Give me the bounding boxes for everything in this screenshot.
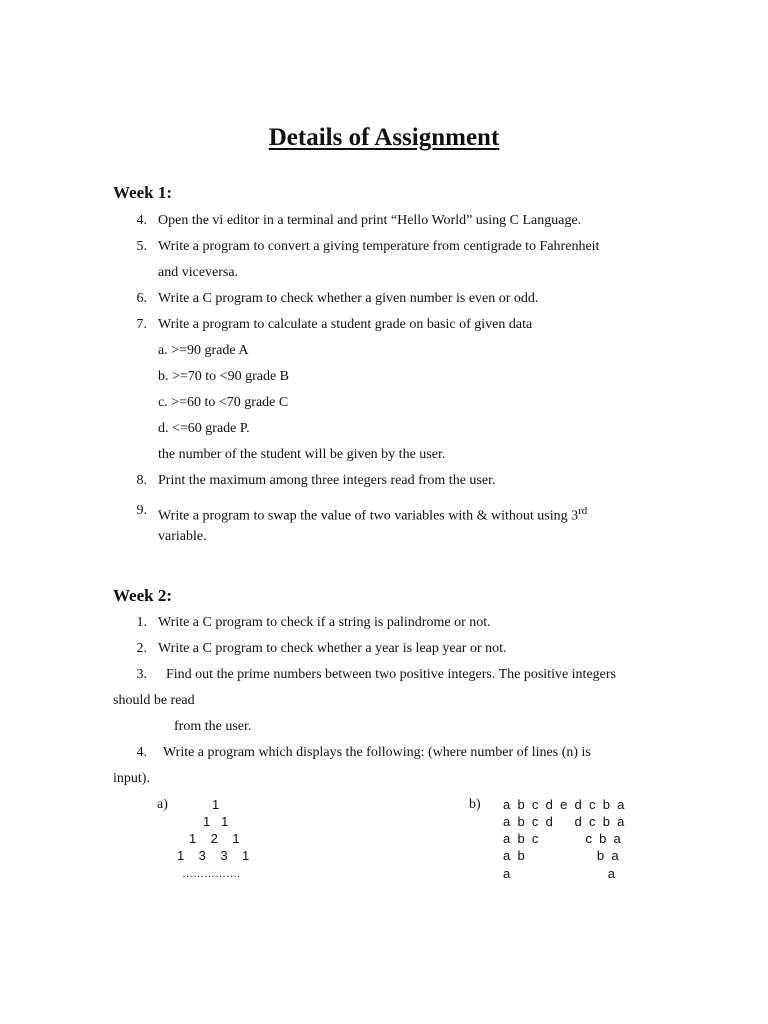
pattern-b-row: a b c d e d c b a	[503, 797, 625, 812]
grade-rule-a	[158, 342, 248, 360]
list-item-text: Open the vi editor in a terminal and print “Hello World” using C Language.	[158, 213, 582, 228]
sub-text: >=90 grade A	[171, 343, 249, 358]
pattern-b-row: a a	[503, 866, 615, 881]
list-number: 9.	[136, 503, 147, 518]
sub-label: d.	[158, 421, 169, 436]
list-item-continuation: input).	[113, 771, 150, 786]
list-item-continuation: should be read	[113, 693, 195, 708]
grade-rule-c	[158, 394, 288, 412]
pattern-b-row: a b c d d c b a	[503, 814, 625, 829]
sub-text: <=60 grade P.	[172, 421, 250, 436]
sub-label: c.	[158, 395, 168, 410]
pattern-a-ellipsis: …………….	[182, 868, 241, 880]
list-number: 5.	[136, 239, 147, 254]
grade-rule-d	[158, 420, 250, 438]
week1-heading: Week 1:	[113, 183, 173, 202]
list-number: 4.	[136, 745, 147, 760]
week2-heading: Week 2:	[113, 586, 173, 605]
list-item-text: Print the maximum among three integers read from the user.	[158, 473, 496, 488]
list-number: 3.	[136, 667, 147, 682]
pattern-b-row: a b c c b a	[503, 831, 621, 846]
pattern-a-row: 1 1	[203, 814, 229, 829]
pattern-a-row: 1	[212, 797, 220, 812]
list-number: 8.	[136, 473, 147, 488]
sub-text: >=70 to <90 grade B	[172, 369, 290, 384]
list-item-text: Write a C program to check whether a year is leap year or not.	[158, 641, 507, 656]
grade-rule-b	[158, 368, 289, 386]
sub-text: >=60 to <70 grade C	[171, 395, 289, 410]
page-title: Details of Assignment	[268, 124, 500, 151]
list-item-text: Write a program which displays the following: (where number of lines (n) is	[163, 745, 591, 760]
list-item-main: Write a program to swap the value of two variables with & without using 3	[158, 508, 579, 524]
list-number: 1.	[136, 615, 147, 630]
pattern-b-row: a b b a	[503, 848, 619, 863]
list-item-text: Write a C program to check if a string is palindrome or not.	[158, 615, 491, 630]
list-item-text: Write a program to convert a giving temperature from centigrade to Fahrenheit	[158, 239, 600, 254]
list-item-text: Find out the prime numbers between two positive integers. The positive integers	[166, 667, 616, 682]
list-number: 7.	[136, 317, 147, 332]
grade-note: the number of the student will be given by the user.	[158, 447, 446, 462]
list-item-text: Write a C program to check whether a given number is even or odd.	[158, 291, 539, 306]
sub-label: a.	[158, 343, 168, 358]
list-item-continuation: variable.	[158, 529, 207, 544]
pattern-b-label: b)	[469, 797, 481, 812]
pattern-a-row: 1 2 1	[189, 831, 240, 846]
list-number: 6.	[136, 291, 147, 306]
list-number: 4.	[136, 213, 147, 228]
list-item-continuation: from the user.	[174, 719, 252, 734]
list-item-continuation: and viceversa.	[158, 265, 239, 280]
ordinal-suffix: rd	[578, 505, 588, 517]
pattern-a-label: a)	[157, 797, 168, 812]
sub-label: b.	[158, 369, 169, 384]
list-item-text: Write a program to calculate a student grade on basic of given data	[158, 317, 533, 332]
list-number: 2.	[136, 641, 147, 656]
list-item-text	[158, 502, 587, 526]
pattern-a-row: 1 3 3 1	[177, 848, 250, 863]
